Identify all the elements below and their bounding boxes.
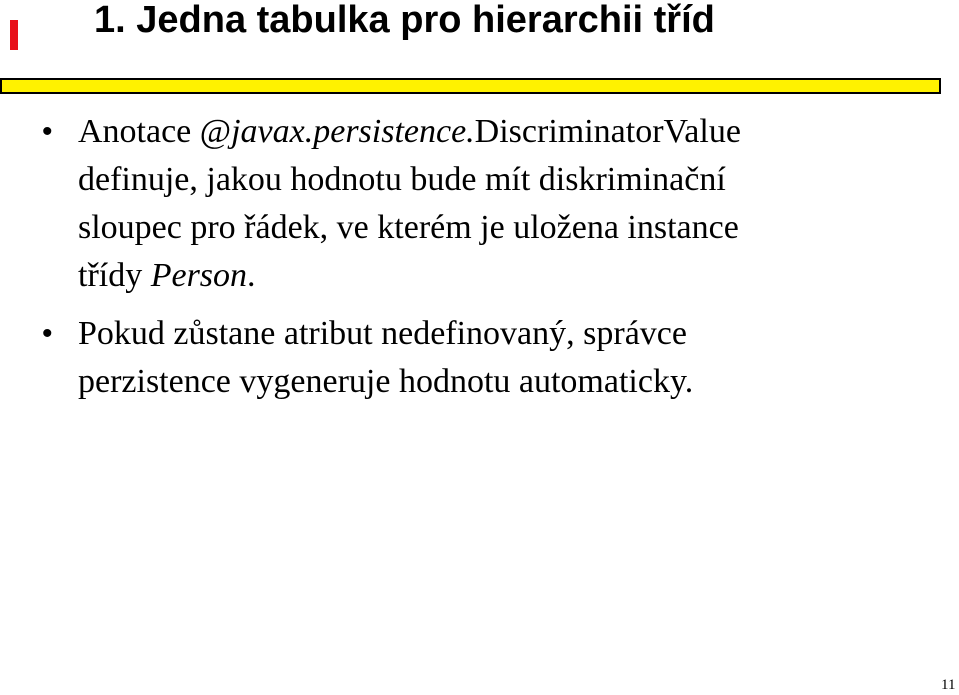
bullet-item (0, 310, 741, 406)
bullet-item (0, 108, 741, 300)
bullet-text-line (78, 310, 741, 358)
text-run: . (247, 257, 256, 294)
bullet-text-line (78, 252, 741, 300)
title-underline-rule (0, 78, 941, 94)
text-run: perzistence vygeneruje hodnotu automaticky. (78, 363, 694, 400)
page-number: 11 (941, 677, 956, 693)
bullet-text-line (78, 204, 741, 252)
text-run: Pokud zůstane atribut nedefinovaný, správce (78, 315, 687, 352)
italic-text-run: javax.persistence. (231, 113, 475, 150)
text-run: sloupec pro řádek, ve kterém je uložena instance (78, 209, 739, 246)
slide-title: 1. Jedna tabulka pro hierarchii tříd (94, 0, 715, 41)
bullet-text-line (78, 156, 741, 204)
bullet-text-line (78, 358, 741, 406)
bullet-text-line (78, 108, 741, 156)
text-run: Anotace @ (78, 113, 232, 150)
bullet-dot-icon: • (42, 317, 53, 350)
bullet-dot-icon: • (42, 115, 53, 148)
title-accent-mark (10, 20, 18, 50)
text-run: definuje, jakou hodnotu bude mít diskriminační (78, 161, 726, 198)
bullet-list (0, 108, 741, 416)
text-run: třídy (78, 257, 151, 294)
italic-text-run: Person (150, 257, 248, 294)
text-run: DiscriminatorValue (474, 113, 741, 150)
